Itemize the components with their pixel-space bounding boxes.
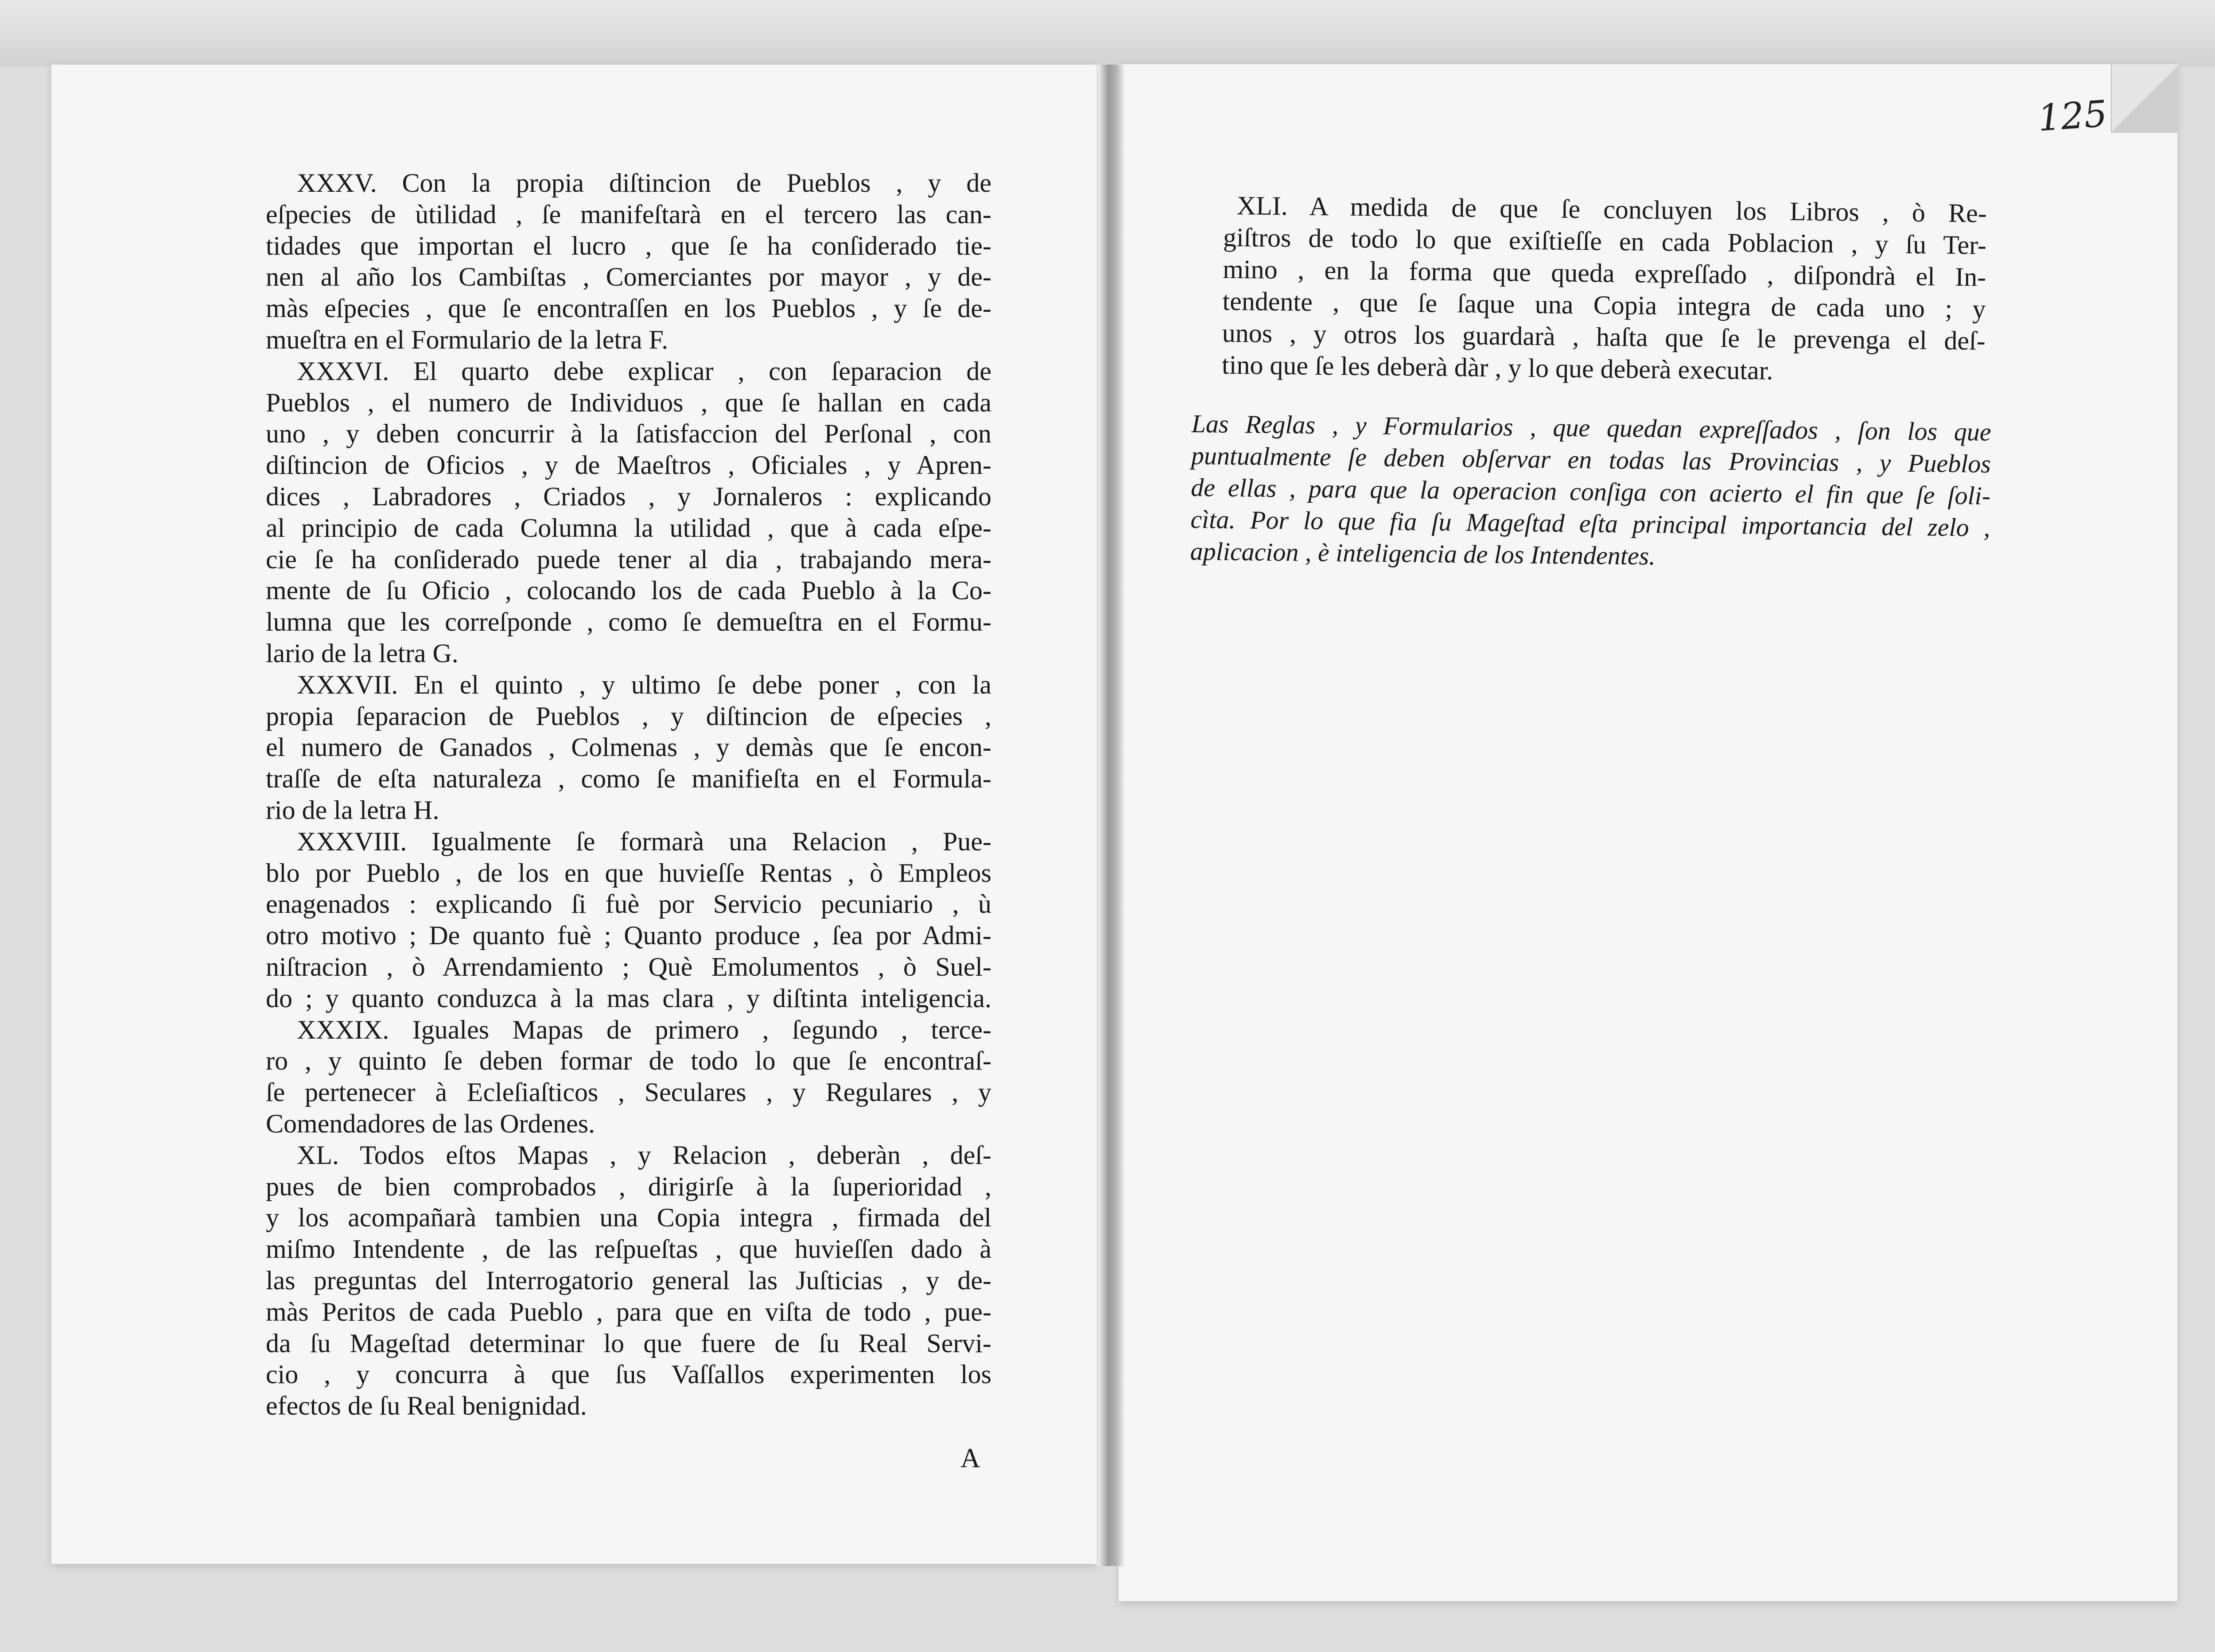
- text-line: unos , y otros los guardarà , haſta que ſe le prevenga el deſ-: [1222, 318, 1986, 356]
- italic-text-line: aplicacion , è inteligencia de los Intendentes.: [1190, 536, 1656, 570]
- text-line: XXXVII. En el quinto , y ultimo ſe debe poner , con la: [297, 670, 991, 699]
- text-line: niſtracion , ò Arrendamiento ; Què Emolumentos , ò Suel-: [266, 952, 991, 981]
- text-line: dices , Labradores , Criados , y Jornaleros : explicando: [266, 482, 991, 511]
- text-line: diſtincion de Oficios , y de Maeſtros , Oficiales , y Apren-: [266, 450, 991, 480]
- text-line: tino que ſe les deberà dàr , y lo que deberà executar.: [1221, 350, 1773, 385]
- handwritten-page-number: 125: [2036, 93, 2109, 140]
- text-line: XXXIX. Iguales Mapas de primero , ſegundo , terce-: [297, 1015, 991, 1044]
- text-line: propia ſeparacion de Pueblos , y diſtincion de eſpecies ,: [266, 701, 991, 731]
- text-line: XXXV. Con la propia diſtincion de Pueblos , y de: [297, 168, 991, 198]
- text-line: ſe pertenecer à Ecleſiaſticos , Seculares , y Regulares , y: [266, 1078, 991, 1107]
- scan-background: [0, 0, 2215, 66]
- text-line: XLI. A medida de que ſe concluyen los Libros , ò Re-: [1236, 190, 1987, 228]
- text-line: otro motivo ; De quanto fuè ; Quanto produce , ſea por Admi-: [266, 921, 991, 950]
- italic-text-line: Las Reglas , y Formularios , que quedan expreſſados , ſon los que: [1191, 409, 1991, 446]
- text-line: blo por Pueblo , de los en que huvieſſe Rentas , ò Empleos: [266, 858, 991, 888]
- text-line: da ſu Mageſtad determinar lo que fuere de ſu Real Servi-: [266, 1328, 991, 1358]
- text-line: Comendadores de las Ordenes.: [266, 1109, 595, 1138]
- text-line: mino , en la forma que queda expreſſado , diſpondrà el In-: [1223, 254, 1986, 292]
- text-line: enagenados : explicando ſi fuè por Servicio pecuniario , ù: [266, 889, 991, 919]
- text-line: cie ſe ha conſiderado puede tener al dia , trabajando mera-: [266, 544, 991, 574]
- text-line: màs Peritos de cada Pueblo , para que en viſta de todo , pue-: [266, 1297, 991, 1326]
- text-line: Pueblos , el numero de Individuos , que ſe hallan en cada: [266, 388, 991, 417]
- folded-corner: [2111, 64, 2178, 133]
- text-line: XL. Todos eſtos Mapas , y Relacion , deberàn , deſ-: [297, 1140, 991, 1170]
- text-line: uno , y deben concurrir à la ſatisfaccion del Perſonal , con: [266, 419, 991, 449]
- italic-text-line: de ellas , para que la operacion conſiga con acierto el fin que ſe ſoli-: [1190, 473, 1991, 510]
- book-gutter: [1098, 65, 1124, 1566]
- text-line: tendente , que ſe ſaque una Copia integra de cada uno ; y: [1222, 286, 1986, 324]
- text-line: eſpecies de ùtilidad , ſe manifeſtarà en el tercero las can-: [266, 199, 991, 229]
- text-line: efectos de ſu Real benignidad.: [266, 1391, 587, 1421]
- text-line: el numero de Ganados , Colmenas , y demàs que ſe encon-: [266, 733, 991, 762]
- signature-mark: A: [960, 1443, 980, 1474]
- text-line: màs eſpecies , que ſe encontraſſen en los Pueblos , y ſe de-: [266, 294, 991, 323]
- text-line: nen al año los Cambiſtas , Comerciantes por mayor , y de-: [266, 262, 991, 292]
- italic-text-line: cìta. Por lo que fia ſu Mageſtad eſta principal importancia del zelo ,: [1190, 504, 1990, 542]
- text-line: ro , y quinto ſe deben formar de todo lo que ſe encontraſ-: [266, 1046, 991, 1076]
- text-line: lario de la letra G.: [266, 639, 459, 668]
- text-line: miſmo Intendente , de las reſpueſtas , que huvieſſen dado à: [266, 1234, 991, 1264]
- text-line: giſtros de todo lo que exiſtieſſe en cada Poblacion , y ſu Ter-: [1223, 222, 1987, 260]
- text-line: XXXVIII. Igualmente ſe formarà una Relacion , Pue-: [297, 826, 991, 856]
- text-line: do ; y quanto conduzca à la mas clara , y diſtinta inteligencia.: [266, 983, 991, 1013]
- text-line: pues de bien comprobados , dirigirſe à la ſuperioridad ,: [266, 1171, 991, 1201]
- text-line: tidades que importan el lucro , que ſe ha conſiderado tie-: [266, 231, 991, 260]
- text-line: y los acompañarà tambien una Copia integra , firmada del: [266, 1203, 991, 1233]
- text-line: lumna que les correſponde , como ſe demueſtra en el Formu-: [266, 607, 991, 637]
- text-line: mente de ſu Oficio , colocando los de cada Pueblo à la Co-: [266, 576, 991, 605]
- italic-text-line: puntualmente ſe deben obſervar en todas las Provincias , y Pueblos: [1191, 441, 1991, 478]
- text-line: cio , y concurra à que ſus Vaſſallos experimenten los: [266, 1360, 991, 1389]
- text-line: mueſtra en el Formulario de la letra F.: [266, 325, 668, 354]
- text-line: rio de la letra H.: [266, 795, 439, 825]
- text-line: XXXVI. El quarto debe explicar , con ſeparacion de: [297, 356, 991, 386]
- text-line: traſſe de eſta naturaleza , como ſe manifieſta en el Formula-: [266, 764, 991, 794]
- text-line: las preguntas del Interrogatorio general las Juſticias , y de-: [266, 1266, 991, 1295]
- text-line: al principio de cada Columna la utilidad , que à cada eſpe-: [266, 513, 991, 543]
